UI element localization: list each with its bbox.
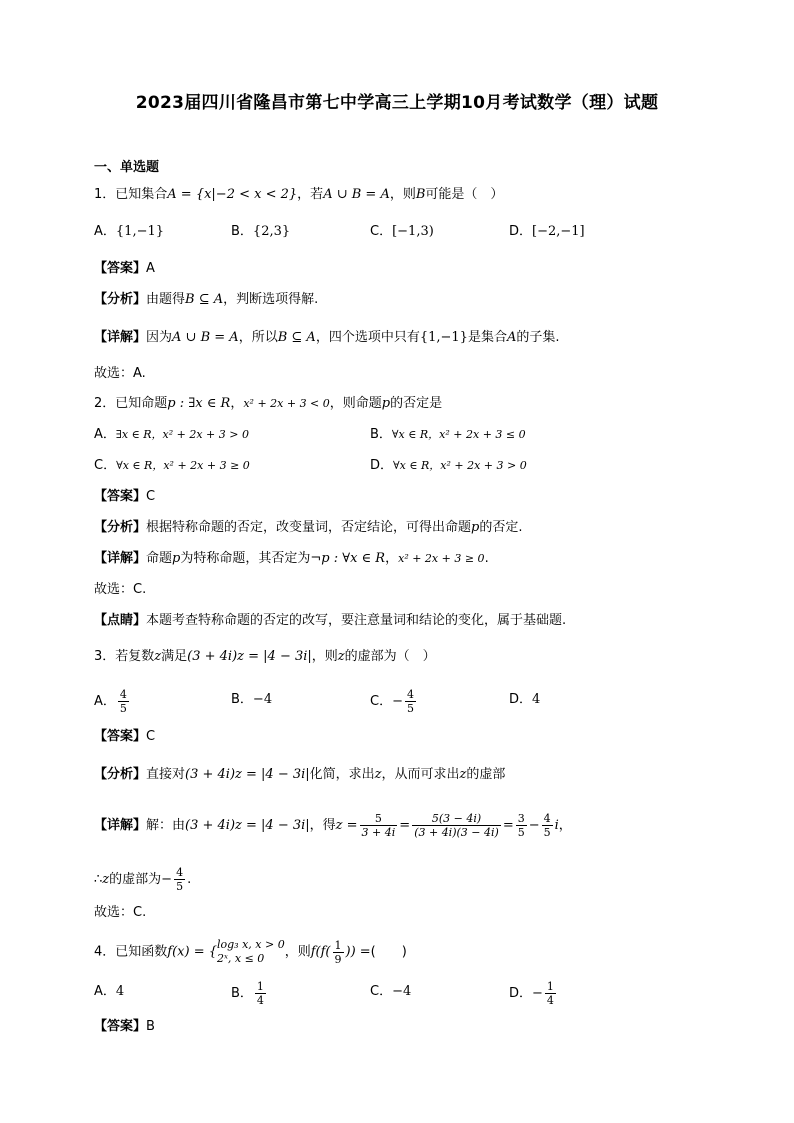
q3-option-a: A． $\frac{4}{5}$ xyxy=(94,688,127,715)
q3-option-d: D．4 xyxy=(509,692,541,707)
q2-analysis: 【分析】根据特称命题的否定，改变量词，否定结论，可得出命题p的否定. xyxy=(94,520,523,535)
q2-option-a: A．∃x ∈ R，x² + 2x + 3 > 0 xyxy=(94,427,249,442)
section-heading: 一、单选题 xyxy=(94,160,160,175)
q2-remark: 【点睛】本题考查特称命题的否定的改写，要注意量词和结论的变化，属于基础题. xyxy=(94,613,567,628)
q1-option-c: C．[−1,3) xyxy=(370,224,434,239)
q3-choice: 故选：C. xyxy=(94,905,147,920)
q2-detail: 【详解】命题p为特称命题，其否定为¬p : ∀x ∈ R，x² + 2x + 3 ≥ 0. xyxy=(94,551,489,566)
q1-answer: 【答案】A xyxy=(94,261,155,276)
q3-option-b: B．−4 xyxy=(231,692,273,707)
q2-option-d: D．∀x ∈ R，x² + 2x + 3 > 0 xyxy=(370,458,527,473)
q3-option-c: C．− $\frac{4}{5}$ xyxy=(370,688,414,715)
q2-choice: 故选：C. xyxy=(94,582,147,597)
q1-option-d: D．[−2,−1] xyxy=(509,224,585,239)
q2-option-b: B．∀x ∈ R，x² + 2x + 3 ≤ 0 xyxy=(370,427,526,442)
q4-option-c: C．−4 xyxy=(370,984,412,999)
question-3-stem: 3．若复数z满足(3 + 4i)z = |4 − 3i|，则z的虚部为（ ） xyxy=(94,649,436,664)
question-1-stem: 1．已知集合A = {x|−2 < x < 2}，若A ∪ B = A，则B可能是（ ） xyxy=(94,187,504,202)
q1-option-a: A．{1,−1} xyxy=(94,224,165,239)
q4-answer: 【答案】B xyxy=(94,1019,155,1034)
q4-option-a: A．4 xyxy=(94,984,125,999)
q1-analysis: 【分析】由题得B ⊆ A，判断选项得解. xyxy=(94,292,319,307)
q3-imaginary-part: ∴z的虚部为− $\frac{4}{5}$ . xyxy=(94,866,192,893)
question-2-stem: 2．已知命题p : ∃x ∈ R，x² + 2x + 3 < 0，则命题p的否定是 xyxy=(94,396,443,411)
question-4-stem: 4．已知函数f(x) = { log₃ x, x > 0 2ˣ, x ≤ 0 ，则f(f( $\frac{1}{9}$ )) =( ) xyxy=(94,938,407,966)
q3-answer: 【答案】C xyxy=(94,729,156,744)
q4-option-d: D．− $\frac{1}{4}$ xyxy=(509,980,554,1007)
q3-analysis: 【分析】直接对(3 + 4i)z = |4 − 3i|化简，求出z，从而可求出z的虚部 xyxy=(94,767,506,782)
q1-option-b: B．{2,3} xyxy=(231,224,291,239)
q3-detail: 【详解】解：由(3 + 4i)z = |4 − 3i|，得z = $\frac{5}{3 + 4i}$ = $\frac{5(3 - 4i)}{(3 + 4i)(3 - 4i)}$ = $\frac{3}{5}$ − $\frac{4}{5}$ i， xyxy=(94,812,572,839)
q4-option-b: B． $\frac{1}{4}$ xyxy=(231,980,264,1007)
page-title: 2023届四川省隆昌市第七中学高三上学期10月考试数学（理）试题 xyxy=(135,93,659,113)
q1-detail: 【详解】因为A ∪ B = A，所以B ⊆ A，四个选项中只有{1,−1}是集合A的子集. xyxy=(94,330,560,345)
q2-option-c: C．∀x ∈ R，x² + 2x + 3 ≥ 0 xyxy=(94,458,250,473)
q1-choice: 故选：A. xyxy=(94,366,146,381)
q2-answer: 【答案】C xyxy=(94,489,156,504)
